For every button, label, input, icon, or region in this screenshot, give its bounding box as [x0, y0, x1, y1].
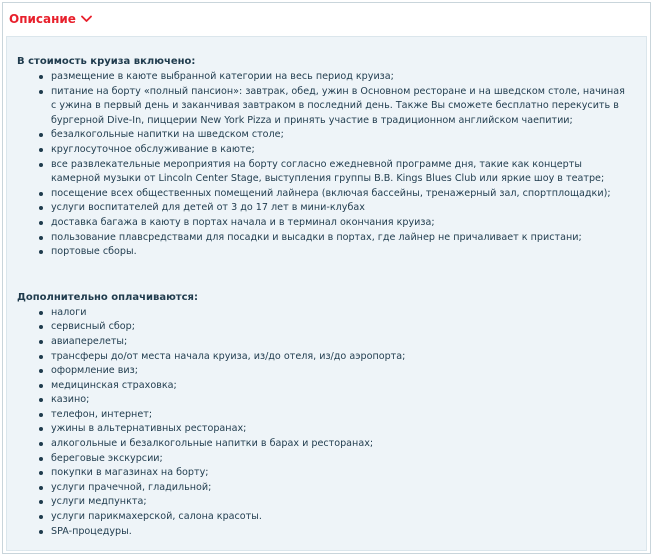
list-item: пользование плавсредствами для посадки и высадки в портах, где лайнер не причаливает к пристани;: [37, 231, 646, 246]
list-item: налоги: [37, 306, 646, 321]
chevron-down-icon: [81, 15, 92, 23]
list-item: медицинская страховка;: [37, 379, 646, 394]
description-title: Описание: [9, 12, 76, 26]
list-item: круглосуточное обслуживание в каюте;: [37, 143, 646, 158]
list-item: авиаперелеты;: [37, 335, 646, 350]
extra-list: [17, 306, 646, 540]
list-item: безалкогольные напитки на шведском столе;: [37, 128, 646, 143]
list-item: услуги прачечной, гладильной;: [37, 481, 646, 496]
list-item: береговые экскурсии;: [37, 452, 646, 467]
description-content: [6, 36, 647, 551]
list-item: телефон, интернет;: [37, 408, 646, 423]
list-item: размещение в каюте выбранной категории на весь период круиза;: [37, 70, 646, 85]
list-item: услуги парикмахерской, салона красоты.: [37, 510, 646, 525]
list-item: портовые сборы.: [37, 245, 646, 260]
list-item: услуги медпункта;: [37, 495, 646, 510]
list-item: покупки в магазинах на борту;: [37, 466, 646, 481]
description-block: [2, 2, 651, 554]
description-toggle[interactable]: [3, 3, 650, 35]
list-item: ужины в альтернативных ресторанах;: [37, 422, 646, 437]
list-item: алкогольные и безалкогольные напитки в барах и ресторанах;: [37, 437, 646, 452]
included-list: [17, 70, 646, 260]
included-section-title: В стоимость круиза включено:: [17, 56, 196, 67]
list-item: сервисный сбор;: [37, 320, 646, 335]
list-item: все развлекательные мероприятия на борту согласно ежедневной программе дня, такие как концерты камерной музыки от Lincoln Center Stage, выступления группы B.B. Kings Blues Club или яркие шоу в театре;: [37, 158, 646, 187]
list-item: SPA-процедуры.: [37, 525, 646, 540]
list-item: трансферы до/от места начала круиза, из/до отеля, из/до аэропорта;: [37, 350, 646, 365]
list-item: казино;: [37, 393, 646, 408]
list-item: доставка багажа в каюту в портах начала и в терминал окончания круиза;: [37, 216, 646, 231]
list-item: питание на борту «полный пансион»: завтрак, обед, ужин в Основном ресторане и на шведском столе, начиная с ужина в первый день и заканчивая завтраком в последний день. Также Вы сможете бесплатно перекусить в бургерной Dive-In, пиццерии New York Pizza и принять участие в традиционном английском чаепитии;: [37, 85, 646, 129]
list-item: услуги воспитателей для детей от 3 до 17 лет в мини-клубах: [37, 201, 646, 216]
list-item: посещение всех общественных помещений лайнера (включая бассейны, тренажерный зал, спортплощадки);: [37, 187, 646, 202]
extra-section-title: Дополнительно оплачиваются:: [17, 291, 198, 303]
list-item: оформление виз;: [37, 364, 646, 379]
section-spacer: [17, 260, 646, 291]
